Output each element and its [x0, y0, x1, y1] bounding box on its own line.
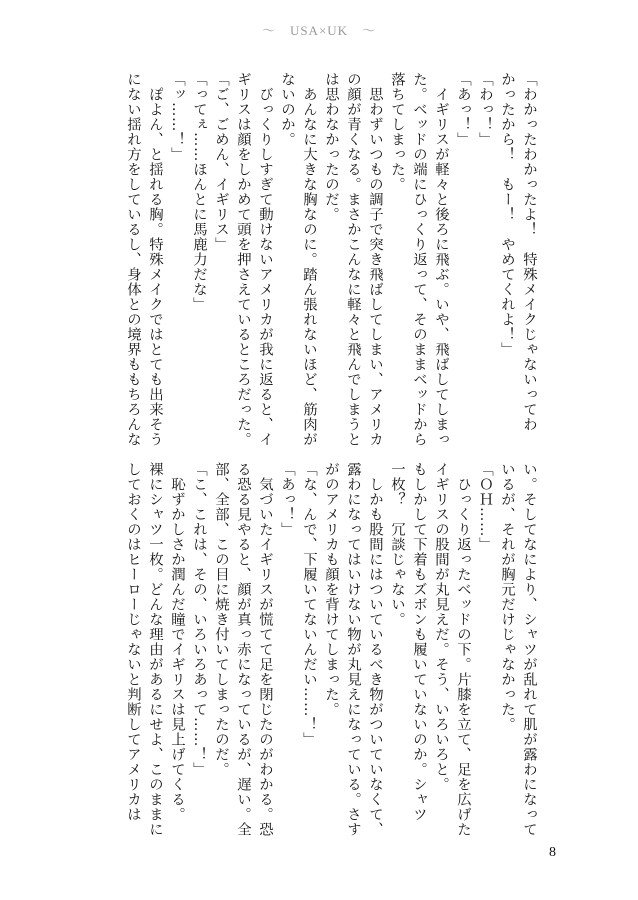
text-line: 「ＯＨ……」 [477, 462, 493, 552]
text-line: かったから！ もー！ やめてくれよ！」 [499, 72, 515, 357]
text-line: 思わずいつもの調子で突き飛ばしてしまい、アメリカ [367, 72, 383, 447]
text-line: がのアメリカも顔を背けてしまった。 [323, 462, 339, 717]
text-line: 恥ずかしさか潤んだ瞳でイギリスは見上げてくる。 [169, 462, 185, 822]
text-line: ないのか。 [279, 72, 295, 147]
text-line: 「な、んで、下履いてないんだい……！」 [301, 462, 317, 747]
text-block-top [125, 72, 540, 447]
text-line: イギリスが軽々と後ろに飛ぶ。いや、飛ばしてしまっ [433, 72, 449, 447]
text-line: にない揺れ方をしているし、身体との境界ももちろんな [125, 72, 141, 447]
text-line: 裸にシャツ一枚。どんな理由があるにせよ、このままに [147, 462, 163, 837]
text-line: あんなに大きな胸なのに。踏ん張れないほど、筋肉が [301, 72, 317, 447]
text-line: 「あっ！」 [455, 72, 471, 147]
text-line: 「あっ！」 [279, 462, 295, 537]
text-line: 気づいたイギリスが慌てて足を閉じたのがわかる。恐 [257, 462, 273, 837]
running-header: ～ USA×UK ～ [261, 23, 377, 38]
text-line: 「わっ！」 [477, 72, 493, 147]
text-line: しておくのはヒーローじゃないと判断してアメリカは [125, 462, 141, 822]
text-line: は思わなかったのだ。 [323, 72, 339, 222]
text-line: 「こ、これは、その、いろいろあって……！」 [191, 462, 207, 777]
text-block-bottom [125, 462, 540, 837]
text-line: もしかして下着もズボンも履いていないのか。シャツ [411, 462, 427, 822]
text-line: ぽよん、と揺れる胸。特殊メイクではとても出来そう [147, 72, 163, 447]
text-line: る恐る見やると、顔が真っ赤になっているが、遅い。全 [235, 462, 251, 837]
text-line: 「ってぇ……ほんとに馬鹿力だな」 [191, 72, 207, 312]
text-line: ギリスは顔をしかめて頭を押さえているところだった。 [235, 72, 251, 447]
text-line: イギリスの股間が丸見えだ。そう、いろいろと。 [433, 462, 449, 792]
text-line: 一枚？ 冗談じゃない。 [389, 462, 405, 627]
text-line: の顔が青くなる。まさかこんなに軽々と飛んでしまうと [345, 72, 361, 447]
text-line: 「ッ……！」 [169, 72, 185, 162]
text-line: しかも股間にはついているべき物がついていなくて、 [367, 462, 383, 837]
text-line: 部、全部、この目に焼き付いてしまったのだ。 [213, 462, 229, 777]
text-line: 落ちてしまった。 [389, 72, 405, 192]
text-line: ひっくり返ったベッドの下。片膝を立て、足を広げた [455, 462, 471, 837]
text-line: 「ご、ごめん、イギリス」 [213, 72, 229, 252]
text-line: 「わかったわかったよ！ 特殊メイクじゃないってわ [521, 72, 537, 432]
text-line: い。そしてなにより、シャツが乱れて肌が露わになって [521, 462, 537, 837]
text-line: いるが、それが胸元だけじゃなかった。 [499, 462, 515, 732]
text-line: 露わになってはいけない物が丸見えになっている。さす [345, 462, 361, 837]
text-line: た。ベッドの端にひっくり返って、そのままベッドから [411, 72, 427, 447]
text-line: びっくりしすぎて動けないアメリカが我に返ると、イ [257, 72, 273, 447]
page-number: 8 [549, 845, 556, 860]
